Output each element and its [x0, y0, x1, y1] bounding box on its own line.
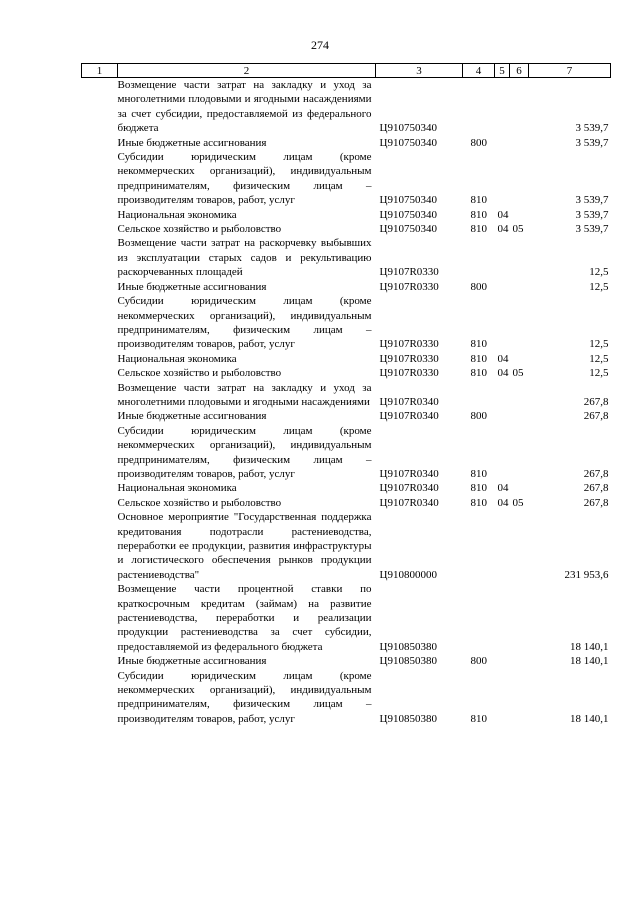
subsection-code — [510, 352, 529, 366]
target-code: Ц9107R0340 — [379, 482, 439, 495]
expense-type-code: 810 — [470, 467, 487, 480]
expense-type-code: 810 — [470, 482, 487, 495]
section-code — [495, 280, 510, 294]
row-number-cell — [82, 352, 118, 366]
target-code: Ц9107R0340 — [379, 467, 439, 480]
row-number-cell — [82, 78, 118, 136]
item-name — [118, 136, 376, 150]
expense-type-code: 810 — [470, 194, 487, 207]
item-name-text: Иные бюджетные ассигнования — [117, 280, 267, 293]
subsection-code — [510, 78, 529, 136]
table-row — [82, 280, 611, 294]
expense-type-code: 800 — [470, 410, 487, 423]
target-code: Ц9107R0340 — [379, 496, 439, 509]
expense-type-code — [463, 381, 495, 410]
col-header-1: 1 — [82, 64, 118, 78]
row-number-cell — [82, 582, 118, 654]
section-code — [495, 424, 510, 482]
subsection-code — [510, 294, 529, 352]
target-code: Ц910750340 — [379, 194, 437, 207]
target-code: Ц9107R0330 — [379, 352, 439, 365]
row-number-cell — [82, 366, 118, 380]
target-code: Ц9107R0330 — [379, 266, 439, 279]
table-row — [82, 669, 611, 727]
subsection-code — [510, 236, 529, 279]
expense-type-code: 810 — [470, 208, 487, 221]
amount-value: 267,8 — [583, 467, 609, 480]
target-code: Ц910850380 — [379, 655, 437, 668]
target-code: Ц910750340 — [379, 208, 437, 221]
item-name — [118, 496, 376, 510]
expense-type-code: 810 — [470, 352, 487, 365]
row-number-cell — [82, 424, 118, 482]
expense-type-code: 800 — [470, 655, 487, 668]
col-header-4: 4 — [463, 64, 495, 78]
expense-type-code: 800 — [470, 280, 487, 293]
col-header-5: 5 — [495, 64, 510, 78]
item-name-text: Национальная экономика — [117, 208, 237, 221]
header-row — [82, 64, 611, 78]
item-name-text: Субсидии юридическим лицам (кроме некоммерческих организаций), индивидуальным предпринимателям, физическим лицам – производителям товаров, работ, услуг — [117, 669, 372, 725]
subsection-code — [510, 424, 529, 482]
item-name — [118, 294, 376, 352]
item-name — [118, 654, 376, 668]
expense-type-code: 810 — [470, 367, 487, 380]
item-name — [118, 78, 376, 136]
amount-value: 3 539,7 — [575, 122, 609, 135]
col-header-6: 6 — [510, 64, 529, 78]
section-code: 04 — [497, 208, 509, 221]
table-row — [82, 424, 611, 482]
subsection-code — [510, 510, 529, 582]
section-code: 04 — [497, 352, 509, 365]
table-row — [82, 150, 611, 208]
section-code — [495, 654, 510, 668]
item-name-text: Сельское хозяйство и рыболовство — [117, 223, 282, 236]
item-name-text: Сельское хозяйство и рыболовство — [117, 367, 282, 380]
amount-value: 18 140,1 — [570, 655, 609, 668]
item-name-text: Субсидии юридическим лицам (кроме некоммерческих организаций), индивидуальным предпринимателям, физическим лицам – производителям товаров, работ, услуг — [117, 424, 372, 480]
subsection-code — [510, 669, 529, 727]
target-code: Ц9107R0330 — [379, 280, 439, 293]
target-code: Ц910850380 — [379, 712, 437, 725]
row-number-cell — [82, 294, 118, 352]
table-row — [82, 496, 611, 510]
item-name-text: Национальная экономика — [117, 482, 237, 495]
section-code — [495, 236, 510, 279]
target-code: Ц910750340 — [379, 223, 437, 236]
row-number-cell — [82, 222, 118, 236]
page-number: 274 — [311, 38, 329, 52]
expense-type-code: 800 — [470, 136, 487, 149]
subsection-code: 05 — [512, 223, 524, 236]
amount-value: 12,5 — [589, 266, 609, 279]
subsection-code — [510, 150, 529, 208]
subsection-code — [510, 208, 529, 222]
table-row — [82, 136, 611, 150]
item-name — [118, 582, 376, 654]
subsection-code: 05 — [512, 496, 524, 509]
item-name — [118, 669, 376, 727]
row-number-cell — [82, 481, 118, 495]
item-name-text: Основное мероприятие "Государственная поддержка кредитования подотрасли растениеводства, переработки ее продукции, развития инфраструктуры и логистического обеспечения рынков продукции растениеводства" — [117, 511, 372, 581]
item-name-text: Иные бюджетные ассигнования — [117, 655, 267, 668]
target-code: Ц910800000 — [379, 568, 437, 581]
item-name — [118, 236, 376, 279]
amount-value: 12,5 — [589, 338, 609, 351]
amount-value: 12,5 — [589, 367, 609, 380]
budget-table — [81, 63, 611, 726]
item-name — [118, 481, 376, 495]
target-code: Ц9107R0330 — [379, 338, 439, 351]
section-code — [495, 136, 510, 150]
section-code: 04 — [497, 482, 509, 495]
amount-value: 231 953,6 — [564, 568, 609, 581]
expense-type-code: 810 — [470, 712, 487, 725]
row-number-cell — [82, 150, 118, 208]
item-name — [118, 409, 376, 423]
table-row — [82, 78, 611, 136]
item-name-text: Возмещение части затрат на раскорчевку выбывших из эксплуатации старых садов и рекультивацию раскорчеванных площадей — [117, 237, 372, 279]
section-code — [495, 78, 510, 136]
amount-value: 267,8 — [583, 496, 609, 509]
subsection-code — [510, 481, 529, 495]
item-name — [118, 366, 376, 380]
amount-value: 3 539,7 — [575, 208, 609, 221]
row-number-cell — [82, 236, 118, 279]
subsection-code: 05 — [512, 367, 524, 380]
row-number-cell — [82, 409, 118, 423]
item-name-text: Субсидии юридическим лицам (кроме некоммерческих организаций), индивидуальным предпринимателям, физическим лицам – производителям товаров, работ, услуг — [117, 151, 372, 207]
item-name-text: Сельское хозяйство и рыболовство — [117, 496, 282, 509]
section-code — [495, 669, 510, 727]
table-row — [82, 481, 611, 495]
amount-value: 3 539,7 — [575, 136, 609, 149]
expense-type-code — [463, 582, 495, 654]
item-name — [118, 424, 376, 482]
table-row — [82, 582, 611, 654]
section-code — [495, 150, 510, 208]
item-name-text: Национальная экономика — [117, 352, 237, 365]
item-name-text: Иные бюджетные ассигнования — [117, 410, 267, 423]
row-number-cell — [82, 208, 118, 222]
table-row — [82, 654, 611, 668]
row-number-cell — [82, 510, 118, 582]
subsection-code — [510, 280, 529, 294]
item-name-text: Возмещение части затрат на закладку и уход за многолетними плодовыми и ягодными насаждениями за счет субсидии, предоставляемой из федерального бюджета — [117, 79, 372, 135]
item-name — [118, 208, 376, 222]
amount-value: 267,8 — [583, 410, 609, 423]
col-header-7: 7 — [529, 64, 611, 78]
expense-type-code: 810 — [470, 223, 487, 236]
target-code: Ц910750340 — [379, 122, 437, 135]
item-name-text: Возмещение части процентной ставки по краткосрочным кредитам (займам) на развитие растениеводства, переработки и реализации продукции растениеводства за счет субсидии, предоставляемой из федерального бюджета — [117, 583, 372, 653]
section-code: 04 — [497, 367, 509, 380]
table-row — [82, 208, 611, 222]
row-number-cell — [82, 280, 118, 294]
item-name — [118, 510, 376, 582]
col-header-3: 3 — [376, 64, 463, 78]
row-number-cell — [82, 381, 118, 410]
item-name — [118, 381, 376, 410]
table-row — [82, 381, 611, 410]
section-code — [495, 294, 510, 352]
expense-type-code: 810 — [470, 496, 487, 509]
amount-value: 3 539,7 — [575, 223, 609, 236]
table-row — [82, 352, 611, 366]
expense-type-code — [463, 236, 495, 279]
row-number-cell — [82, 669, 118, 727]
amount-value: 267,8 — [583, 395, 609, 408]
section-code — [495, 510, 510, 582]
row-number-cell — [82, 654, 118, 668]
item-name — [118, 280, 376, 294]
row-number-cell — [82, 136, 118, 150]
target-code: Ц910750340 — [379, 136, 437, 149]
table-row — [82, 366, 611, 380]
table-row — [82, 409, 611, 423]
expense-type-code: 810 — [470, 338, 487, 351]
target-code: Ц9107R0340 — [379, 395, 439, 408]
expense-type-code — [463, 510, 495, 582]
section-code — [495, 409, 510, 423]
subsection-code — [510, 409, 529, 423]
target-code: Ц9107R0330 — [379, 367, 439, 380]
amount-value: 18 140,1 — [570, 712, 609, 725]
amount-value: 12,5 — [589, 352, 609, 365]
table-row — [82, 294, 611, 352]
item-name — [118, 150, 376, 208]
target-code: Ц9107R0340 — [379, 410, 439, 423]
subsection-code — [510, 654, 529, 668]
table-row — [82, 236, 611, 279]
amount-value: 3 539,7 — [575, 194, 609, 207]
section-code — [495, 381, 510, 410]
subsection-code — [510, 136, 529, 150]
table-row — [82, 222, 611, 236]
item-name — [118, 222, 376, 236]
amount-value: 267,8 — [583, 482, 609, 495]
table-row — [82, 510, 611, 582]
item-name-text: Возмещение части затрат на закладку и уход за многолетними плодовыми и ягодными насаждениями — [117, 381, 372, 408]
expense-type-code — [463, 78, 495, 136]
amount-value: 18 140,1 — [570, 640, 609, 653]
section-code: 04 — [497, 496, 509, 509]
col-header-2: 2 — [118, 64, 376, 78]
item-name-text: Субсидии юридическим лицам (кроме некоммерческих организаций), индивидуальным предпринимателям, физическим лицам – производителям товаров, работ, услуг — [117, 295, 372, 351]
row-number-cell — [82, 496, 118, 510]
section-code: 04 — [497, 223, 509, 236]
item-name — [118, 352, 376, 366]
target-code: Ц910850380 — [379, 640, 437, 653]
subsection-code — [510, 381, 529, 410]
amount-value: 12,5 — [589, 280, 609, 293]
subsection-code — [510, 582, 529, 654]
item-name-text: Иные бюджетные ассигнования — [117, 136, 267, 149]
section-code — [495, 582, 510, 654]
